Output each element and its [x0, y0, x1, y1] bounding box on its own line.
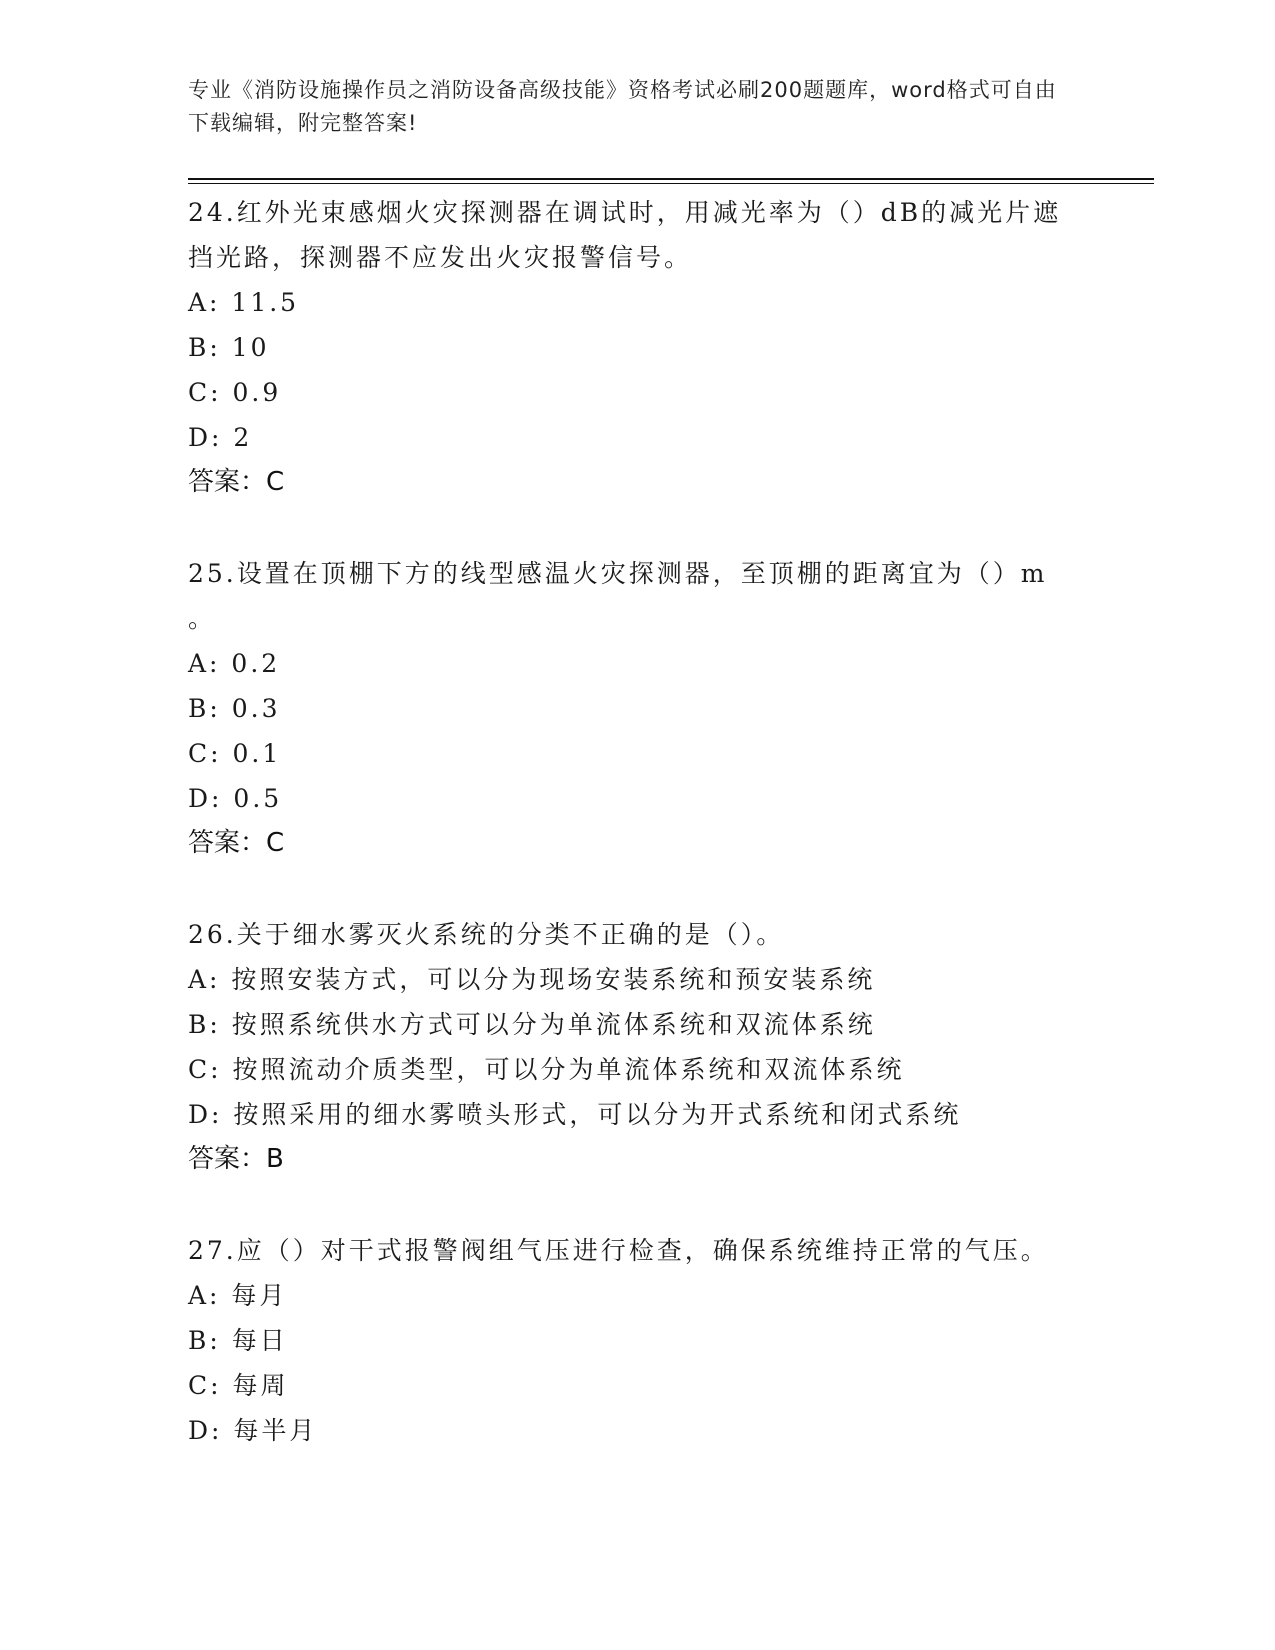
question-27 [188, 1228, 1088, 1453]
option-b: B: 0.3 [188, 694, 281, 723]
question-26 [188, 912, 1088, 1182]
header-rule-thin [188, 183, 1154, 184]
option-b: B: 每日 [188, 1326, 288, 1355]
option-c: C: 按照流动介质类型，可以分为单流体系统和双流体系统 [188, 1055, 905, 1084]
document-header: 专业《消防设施操作员之消防设备高级技能》资格考试必刷200题题库，word格式可自由下载编辑，附完整答案! [188, 78, 1057, 135]
option-c: C: 0.1 [188, 739, 282, 768]
answer: 答案：C [188, 467, 285, 497]
option-c: C: 0.9 [188, 378, 282, 407]
option-d: D: 按照采用的细水雾喷头形式，可以分为开式系统和闭式系统 [188, 1100, 962, 1129]
question-stem: 26.关于细水雾灭火系统的分类不正确的是（）。 [188, 920, 785, 949]
option-a: A: 按照安装方式，可以分为现场安装系统和预安装系统 [188, 965, 876, 994]
question-25 [188, 551, 1088, 866]
question-list [188, 190, 1088, 1453]
answer: 答案：B [188, 1144, 284, 1174]
option-d: D: 2 [188, 423, 253, 452]
option-d: D: 0.5 [188, 784, 283, 813]
question-stem: 24.红外光束感烟火灾探测器在调试时，用减光率为（）dB的减光片遮 [188, 198, 1062, 227]
question-stem: 25.设置在顶棚下方的线型感温火灾探测器，至顶棚的距离宜为（）m [188, 559, 1048, 588]
header-rule-thick [188, 178, 1154, 180]
option-d: D: 每半月 [188, 1416, 318, 1445]
option-a: A: 0.2 [188, 649, 281, 678]
option-b: B: 10 [188, 333, 270, 362]
option-b: B: 按照系统供水方式可以分为单流体系统和双流体系统 [188, 1010, 876, 1039]
option-a: A: 每月 [188, 1281, 288, 1310]
question-stem-continued: 挡光路，探测器不应发出火灾报警信号。 [188, 243, 693, 272]
option-c: C: 每周 [188, 1371, 289, 1400]
option-a: A: 11.5 [188, 288, 300, 317]
question-24 [188, 190, 1088, 505]
question-stem-continued: 。 [188, 604, 217, 633]
question-stem: 27.应（）对干式报警阀组气压进行检查，确保系统维持正常的气压。 [188, 1236, 1049, 1265]
answer: 答案：C [188, 828, 285, 858]
